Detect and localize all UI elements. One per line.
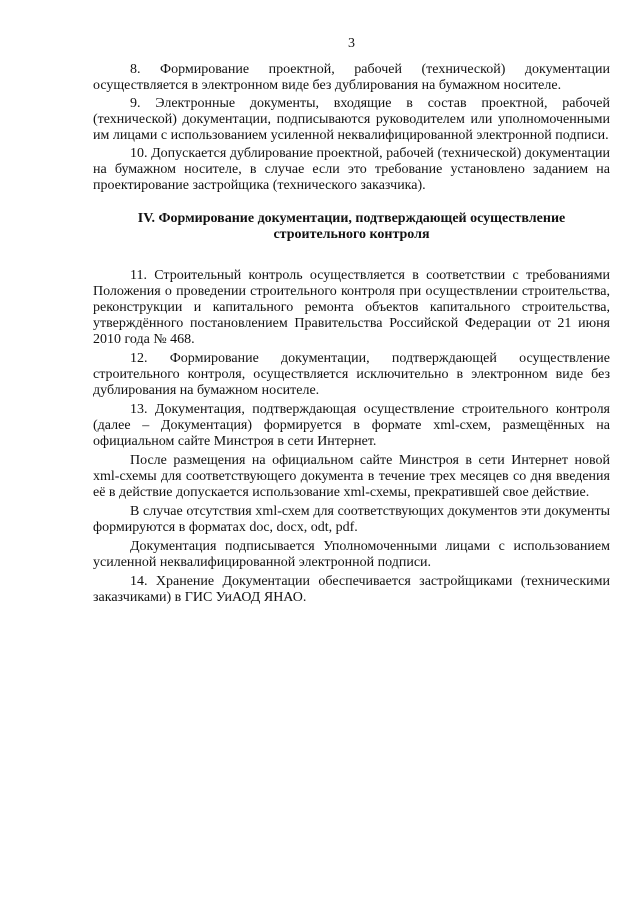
paragraph-14: 14. Хранение Документации обеспечивается застройщиками (техническими заказчиками) в ГИС УиАОД ЯНАО.: [93, 574, 610, 605]
paragraph-13-absent-schemas: В случае отсутствия xml-схем для соответствующих документов эти документы формируются в форматах doc, docx, odt, pdf.: [93, 504, 610, 535]
section-heading-iv: [93, 211, 610, 243]
section-heading-line-2: строительного контроля: [273, 227, 430, 242]
paragraph-13: 13. Документация, подтверждающая осуществление строительного контроля (далее – Документация) формируется в формате xml-схем, размещённых на официальном сайте Минстроя в сети Интернет.: [93, 402, 610, 449]
paragraph-13-after-publication: После размещения на официальном сайте Минстроя в сети Интернет новой xml-схемы для соответствующего документа в течение трех месяцев со дня введения её в действие допускается использование xml-схемы, прекратившей свое действие.: [93, 453, 610, 500]
paragraph-11: 11. Строительный контроль осуществляется в соответствии с требованиями Положения о проведении строительного контроля при осуществлении строительства, реконструкции и капитального ремонта объектов капитального строительства, утверждённого постановлением Правительства Российской Федерации от 21 июня 2010 года № 468.: [93, 268, 610, 347]
paragraph-8: 8. Формирование проектной, рабочей (технической) документации осуществляется в электронном виде без дублирования на бумажном носителе.: [93, 62, 610, 93]
paragraph-10: 10. Допускается дублирование проектной, рабочей (технической) документации на бумажном носителе, в случае если это требование установлено заданием на проектирование застройщика (технического заказчика).: [93, 146, 610, 193]
page-number: 3: [348, 36, 355, 51]
document-page: [93, 36, 610, 609]
paragraph-13-signing: Документация подписывается Уполномоченными лицами с использованием усиленной неквалифицированной электронной подписи.: [93, 539, 610, 570]
paragraph-9: 9. Электронные документы, входящие в состав проектной, рабочей (технической) документации, подписываются руководителем или уполномоченными им лицами с использованием усиленной неквалифицированной электронной подписи.: [93, 96, 610, 143]
section-heading-line-1: IV. Формирование документации, подтверждающей осуществление: [137, 211, 566, 226]
paragraph-12: 12. Формирование документации, подтверждающей осуществление строительного контроля, осуществляется исключительно в электронном виде без дублирования на бумажном носителе.: [93, 351, 610, 398]
